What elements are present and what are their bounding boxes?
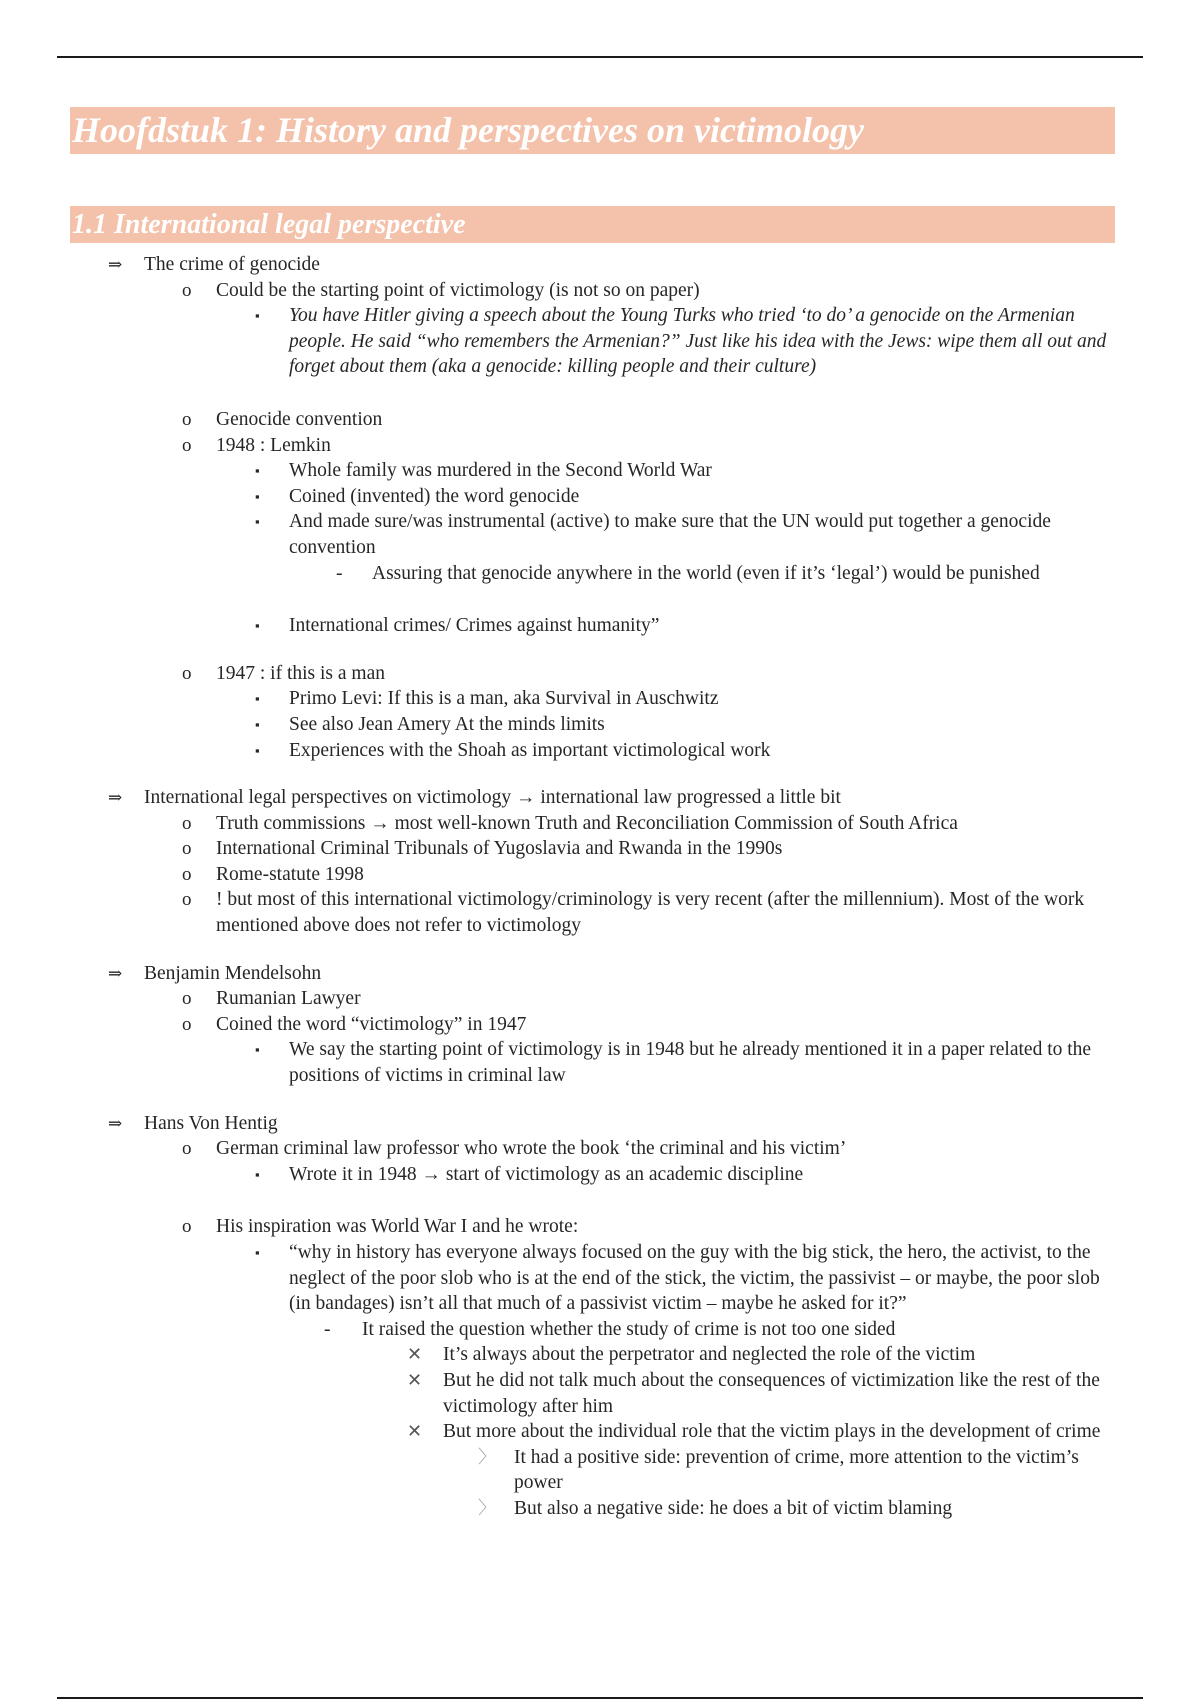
item-text: We say the starting point of victimology is in 1948 but he already mentioned it in a paper related to the positions of victims in criminal law [289,1039,1092,1087]
list-item [0,785,1200,811]
item-text: Rumanian Lawyer [216,988,361,1010]
item-text: The crime of genocide [144,254,320,275]
list-item [0,509,1200,560]
square-bullet-icon: ▪ [255,742,260,758]
circle-bullet-icon: o [182,988,192,1010]
document-body [0,252,1200,1522]
list-item [0,811,1200,837]
item-text: Experiences with the Shoah as important victimological work [289,739,771,761]
list-item [0,1368,1200,1419]
list-item [0,433,1200,459]
circle-bullet-icon: o [182,838,192,860]
arrow-icon: ⇒ [108,963,123,983]
list-item [0,1012,1200,1038]
item-text: Truth commissions → most well-known Truth and Reconciliation Commission of South Africa [216,812,958,834]
item-text: But more about the individual role that the victim plays in the development of crime [443,1421,1101,1443]
item-text: International Criminal Tribunals of Yugoslavia and Rwanda in the 1990s [216,838,783,860]
item-text: And made sure/was instrumental (active) to make sure that the UN would put together a genocide convention [289,511,1051,558]
top-rule [57,56,1143,58]
arrow-icon: ⇒ [108,1113,123,1133]
square-bullet-icon: ▪ [255,488,260,504]
item-text: 1948 : Lemkin [216,434,331,456]
list-item [0,738,1200,764]
square-bullet-icon: ▪ [255,1166,260,1182]
item-text: Rome-statute 1998 [216,863,364,885]
circle-bullet-icon: o [182,889,192,911]
circle-bullet-icon: o [182,434,192,456]
section-heading: 1.1 International legal perspective [70,206,1115,243]
item-text: ! but most of this international victimology/criminology is very recent (after the millennium). Most of the work mentioned above does not refer to victimology [216,889,1085,937]
square-bullet-icon: ▪ [255,1245,260,1260]
square-bullet-icon: ▪ [255,463,260,479]
item-text: Genocide convention [216,408,383,430]
list-item [0,278,1200,304]
square-bullet-icon: ▪ [255,308,260,324]
dash-bullet-icon: - [324,1318,331,1340]
list-item [0,1419,1200,1445]
item-text: Coined (invented) the word genocide [289,485,580,507]
arrow-icon: ⇒ [108,788,123,808]
item-text: See also Jean Amery At the minds limits [289,713,605,735]
item-text: Wrote it in 1948 → start of victimology as an academic discipline [289,1163,804,1185]
list-item [0,252,1200,278]
item-text: It’s always about the perpetrator and neglected the role of the victim [443,1344,976,1366]
list-item [0,1317,1200,1343]
circle-bullet-icon: o [182,1138,192,1160]
bottom-rule [57,1697,1143,1699]
item-text: “why in history has everyone always focused on the guy with the big stick, the hero, the activist, to the neglect of the poor slob who is at the end of the stick, the victim, the passivist – or maybe, the poor slob (in bandages) isn’t all that much of a passivist victim – maybe he asked for it?” [289,1242,1100,1315]
list-item [0,407,1200,433]
item-text: International legal perspectives on victimology → international law progressed a little bit [144,787,841,809]
angle-bracket-icon: 〉 [478,1497,496,1518]
square-bullet-icon: ▪ [255,1042,260,1058]
arrow-icon: ⇒ [108,255,123,274]
list-item [0,1111,1200,1137]
item-text: Primo Levi: If this is a man, aka Survival in Auschwitz [289,688,719,710]
circle-bullet-icon: o [182,863,192,885]
list-item [0,1496,1200,1522]
cross-icon: ✕ [407,1421,423,1442]
circle-bullet-icon: o [182,812,192,834]
chapter-heading: Hoofdstuk 1: History and perspectives on victimology [70,107,1115,154]
item-text: Benjamin Mendelsohn [144,962,322,984]
circle-bullet-icon: o [182,662,192,684]
square-bullet-icon: ▪ [255,691,260,707]
list-item [0,1214,1200,1240]
item-text: Whole family was murdered in the Second World War [289,460,712,482]
item-text: 1947 : if this is a man [216,662,385,684]
list-item [0,961,1200,987]
list-item [0,1162,1200,1188]
item-text: Hans Von Hentig [144,1112,278,1134]
list-item [0,712,1200,738]
list-item [0,1342,1200,1368]
list-item [0,686,1200,712]
cross-icon: ✕ [407,1344,423,1365]
circle-bullet-icon: o [182,279,192,301]
list-item [0,1037,1200,1088]
item-text: It had a positive side: prevention of crime, more attention to the victim’s power [514,1446,1079,1494]
circle-bullet-icon: o [182,1216,192,1238]
list-item [0,836,1200,862]
dash-bullet-icon: - [336,562,343,584]
list-item [0,303,1200,380]
list-item [0,458,1200,484]
list-item [0,613,1200,639]
item-text: But he did not talk much about the consequences of victimization like the rest of the victimology after him [443,1369,1100,1417]
list-item [0,887,1110,938]
item-text: It raised the question whether the study of crime is not too one sided [362,1318,896,1340]
item-text: You have Hitler giving a speech about the Young Turks who tried ‘to do’ a genocide on the Armenian people. He said “who remembers the Armenian?” Just like his idea with the Jews: wipe them all out and forget about them (aka a genocide: killing people and their culture) [289,305,1107,378]
cross-icon: ✕ [407,1369,423,1390]
item-text: Coined the word “victimology” in 1947 [216,1013,527,1035]
item-text: Could be the starting point of victimology (is not so on paper) [216,279,700,301]
circle-bullet-icon: o [182,408,192,430]
list-item [0,1240,1200,1317]
item-text: International crimes/ Crimes against humanity” [289,615,660,637]
item-text: His inspiration was World War I and he wrote: [216,1216,579,1238]
square-bullet-icon: ▪ [255,618,260,634]
list-item [0,986,1200,1012]
list-item [0,661,1200,687]
item-text: German criminal law professor who wrote the book ‘the criminal and his victim’ [216,1138,847,1160]
square-bullet-icon: ▪ [255,716,260,732]
list-item [0,1445,1200,1496]
list-item [0,561,1200,587]
list-item [0,1136,1200,1162]
list-item [0,862,1200,888]
item-text: But also a negative side: he does a bit of victim blaming [514,1497,953,1519]
square-bullet-icon: ▪ [255,514,260,530]
circle-bullet-icon: o [182,1013,192,1035]
angle-bracket-icon: 〉 [478,1446,496,1467]
item-text: Assuring that genocide anywhere in the world (even if it’s ‘legal’) would be punished [372,562,1040,584]
list-item [0,484,1200,510]
